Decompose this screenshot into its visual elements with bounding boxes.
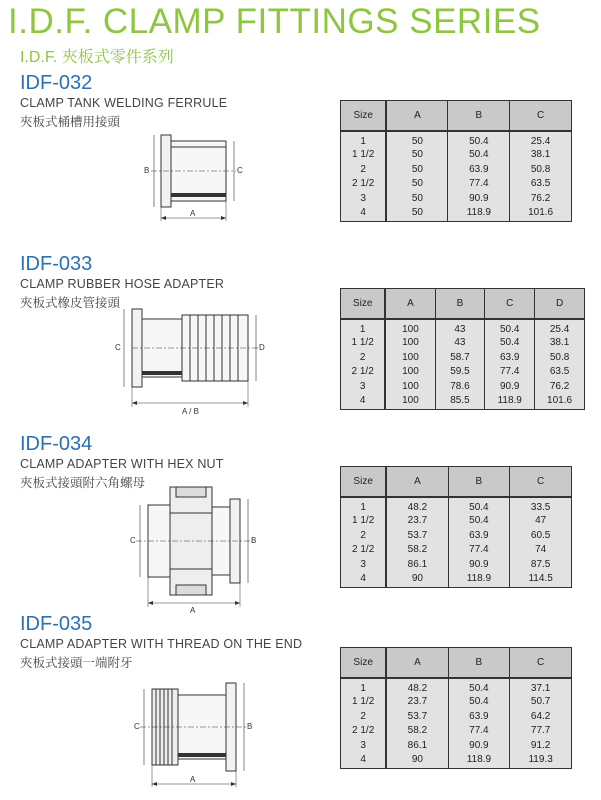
table-cell: 2 <box>341 528 387 543</box>
section-idf-034 <box>0 433 601 613</box>
table-row <box>341 528 572 543</box>
table-cell: 43 <box>435 336 485 351</box>
column-header: Size <box>341 648 387 678</box>
column-header: B <box>448 467 510 497</box>
table-cell: 1 1/2 <box>341 336 386 351</box>
product-name-zh: 夾板式接頭附六角螺母 <box>20 476 146 490</box>
column-header: A <box>386 648 448 678</box>
table-cell: 90 <box>386 572 448 588</box>
table-cell: 48.2 <box>386 678 448 695</box>
table-cell: 77.7 <box>510 724 572 739</box>
table-row <box>341 177 572 192</box>
column-header: Size <box>341 101 387 131</box>
table-cell: 4 <box>341 394 386 410</box>
table-cell: 76.2 <box>535 379 585 394</box>
column-header: Size <box>341 467 387 497</box>
table-row <box>341 191 572 206</box>
dim-label-right: D <box>259 343 265 352</box>
table-cell: 43 <box>435 319 485 336</box>
table-cell: 2 1/2 <box>341 724 387 739</box>
table-row <box>341 394 585 410</box>
product-name-zh: 夾板式接頭一端附牙 <box>20 656 133 670</box>
column-header: Size <box>341 289 386 319</box>
table-row <box>341 753 572 769</box>
table-cell: 77.4 <box>485 365 535 380</box>
column-header: D <box>535 289 585 319</box>
table-cell: 1 <box>341 497 387 514</box>
dim-label-left: C <box>134 722 140 731</box>
product-code: IDF-032 <box>20 72 93 94</box>
table-cell: 48.2 <box>386 497 448 514</box>
table-row <box>341 162 572 177</box>
table-cell: 101.6 <box>510 206 572 222</box>
section-idf-032 <box>0 72 601 252</box>
table-cell: 1 1/2 <box>341 148 387 163</box>
section-idf-033 <box>0 253 601 433</box>
table-cell: 4 <box>341 572 387 588</box>
column-header: C <box>510 101 572 131</box>
table-cell: 100 <box>385 319 435 336</box>
table-row <box>341 709 572 724</box>
page-subtitle: I.D.F. 夾板式零件系列 <box>20 49 174 66</box>
table-cell: 63.9 <box>448 528 510 543</box>
product-name-en: CLAMP TANK WELDING FERRULE <box>20 96 228 110</box>
page-title: I.D.F. CLAMP FITTINGS SERIES <box>8 2 541 41</box>
table-cell: 50 <box>386 206 448 222</box>
table-cell: 47 <box>510 514 572 529</box>
dim-label-right: B <box>251 536 257 545</box>
table-cell: 114.5 <box>510 572 572 588</box>
table-cell: 4 <box>341 206 387 222</box>
table-cell: 63.9 <box>448 709 510 724</box>
table-cell: 101.6 <box>535 394 585 410</box>
table-cell: 87.5 <box>510 557 572 572</box>
product-name-en: CLAMP ADAPTER WITH THREAD ON THE END <box>20 637 303 651</box>
table-cell: 59.5 <box>435 365 485 380</box>
column-header: B <box>448 648 510 678</box>
table-cell: 50.4 <box>448 497 510 514</box>
dim-label-left: C <box>130 536 136 545</box>
table-cell: 100 <box>385 394 435 410</box>
table-cell: 50.4 <box>485 336 535 351</box>
column-header: C <box>485 289 535 319</box>
table-cell: 2 <box>341 350 386 365</box>
table-cell: 64.2 <box>510 709 572 724</box>
dim-label-left: C <box>115 343 121 352</box>
column-header: C <box>510 648 572 678</box>
table-cell: 74 <box>510 543 572 558</box>
table-cell: 23.7 <box>386 695 448 710</box>
table-cell: 25.4 <box>510 131 572 148</box>
table-cell: 3 <box>341 738 387 753</box>
product-name-zh: 夾板式桶槽用接頭 <box>20 115 121 129</box>
table-row <box>341 379 585 394</box>
table-cell: 50.7 <box>510 695 572 710</box>
table-cell: 63.5 <box>535 365 585 380</box>
table-cell: 2 1/2 <box>341 177 387 192</box>
table-cell: 2 <box>341 709 387 724</box>
table-row <box>341 695 572 710</box>
table-row <box>341 365 585 380</box>
table-cell: 1 <box>341 131 387 148</box>
table-row <box>341 350 585 365</box>
table-row <box>341 497 572 514</box>
table-cell: 50 <box>386 177 448 192</box>
column-header: A <box>386 467 448 497</box>
hose-adapter-drawing <box>112 303 272 419</box>
table-cell: 63.9 <box>485 350 535 365</box>
table-cell: 90.9 <box>448 557 510 572</box>
dim-label-bottom: A <box>190 209 196 218</box>
table-cell: 100 <box>385 379 435 394</box>
dim-label-bottom: A <box>190 606 196 615</box>
table-cell: 50.4 <box>448 131 510 148</box>
table-row <box>341 336 585 351</box>
table-cell: 1 <box>341 319 386 336</box>
table-cell: 3 <box>341 191 387 206</box>
table-cell: 76.2 <box>510 191 572 206</box>
table-cell: 86.1 <box>386 738 448 753</box>
table-cell: 23.7 <box>386 514 448 529</box>
table-cell: 53.7 <box>386 528 448 543</box>
table-cell: 1 1/2 <box>341 695 387 710</box>
product-code: IDF-034 <box>20 433 93 455</box>
product-code: IDF-033 <box>20 253 93 275</box>
table-cell: 86.1 <box>386 557 448 572</box>
table-cell: 50.8 <box>510 162 572 177</box>
table-cell: 50 <box>386 131 448 148</box>
table-cell: 100 <box>385 350 435 365</box>
product-name-en: CLAMP RUBBER HOSE ADAPTER <box>20 277 225 291</box>
table-cell: 60.5 <box>510 528 572 543</box>
table-row <box>341 148 572 163</box>
table-header-row <box>341 101 572 131</box>
table-cell: 85.5 <box>435 394 485 410</box>
table-row <box>341 514 572 529</box>
table-cell: 118.9 <box>448 572 510 588</box>
column-header: C <box>510 467 572 497</box>
table-cell: 50 <box>386 191 448 206</box>
product-name-en: CLAMP ADAPTER WITH HEX NUT <box>20 457 224 471</box>
table-cell: 100 <box>385 365 435 380</box>
table-cell: 90.9 <box>448 738 510 753</box>
table-row <box>341 131 572 148</box>
table-cell: 38.1 <box>535 336 585 351</box>
table-cell: 1 1/2 <box>341 514 387 529</box>
table-header-row <box>341 648 572 678</box>
table-cell: 63.5 <box>510 177 572 192</box>
table-cell: 50.4 <box>448 695 510 710</box>
table-cell: 90 <box>386 753 448 769</box>
table-cell: 2 1/2 <box>341 543 387 558</box>
column-header: B <box>448 101 510 131</box>
table-row <box>341 557 572 572</box>
table-row <box>341 724 572 739</box>
table-cell: 53.7 <box>386 709 448 724</box>
column-header: B <box>435 289 485 319</box>
table-cell: 118.9 <box>448 206 510 222</box>
table-cell: 118.9 <box>448 753 510 769</box>
table-header-row <box>341 467 572 497</box>
table-cell: 25.4 <box>535 319 585 336</box>
table-cell: 50 <box>386 162 448 177</box>
spec-table <box>340 288 585 410</box>
table-cell: 33.5 <box>510 497 572 514</box>
table-cell: 50.4 <box>448 514 510 529</box>
table-cell: 1 <box>341 678 387 695</box>
table-cell: 100 <box>385 336 435 351</box>
table-cell: 50.8 <box>535 350 585 365</box>
table-cell: 58.7 <box>435 350 485 365</box>
dim-label-bottom: A <box>190 775 196 784</box>
table-cell: 77.4 <box>448 177 510 192</box>
table-cell: 58.2 <box>386 724 448 739</box>
hex-nut-adapter-drawing <box>126 483 266 615</box>
dim-label-right: B <box>247 722 253 731</box>
table-cell: 118.9 <box>485 394 535 410</box>
threaded-adapter-drawing <box>132 671 262 795</box>
table-row <box>341 572 572 588</box>
spec-table <box>340 466 572 588</box>
table-cell: 50 <box>386 148 448 163</box>
product-code: IDF-035 <box>20 613 93 635</box>
table-cell: 2 <box>341 162 387 177</box>
table-cell: 63.9 <box>448 162 510 177</box>
spec-table <box>340 100 572 222</box>
dim-label-bottom: A / B <box>182 407 199 416</box>
column-header: A <box>386 101 448 131</box>
table-cell: 77.4 <box>448 543 510 558</box>
column-header: A <box>385 289 435 319</box>
table-cell: 3 <box>341 379 386 394</box>
product-name-zh: 夾板式橡皮管接頭 <box>20 296 121 310</box>
table-cell: 4 <box>341 753 387 769</box>
table-row <box>341 678 572 695</box>
table-cell: 37.1 <box>510 678 572 695</box>
table-cell: 78.6 <box>435 379 485 394</box>
table-cell: 90.9 <box>485 379 535 394</box>
table-cell: 50.4 <box>485 319 535 336</box>
table-row <box>341 319 585 336</box>
table-cell: 3 <box>341 557 387 572</box>
table-cell: 90.9 <box>448 191 510 206</box>
table-row <box>341 206 572 222</box>
table-cell: 91.2 <box>510 738 572 753</box>
table-cell: 2 1/2 <box>341 365 386 380</box>
table-row <box>341 738 572 753</box>
table-row <box>341 543 572 558</box>
table-cell: 77.4 <box>448 724 510 739</box>
section-idf-035 <box>0 613 601 800</box>
table-cell: 50.4 <box>448 148 510 163</box>
table-cell: 58.2 <box>386 543 448 558</box>
ferrule-drawing <box>136 127 256 237</box>
spec-table <box>340 647 572 769</box>
dim-label-left: B <box>144 166 150 175</box>
table-cell: 119.3 <box>510 753 572 769</box>
table-header-row <box>341 289 585 319</box>
table-cell: 50.4 <box>448 678 510 695</box>
table-cell: 38.1 <box>510 148 572 163</box>
dim-label-right: C <box>237 166 243 175</box>
